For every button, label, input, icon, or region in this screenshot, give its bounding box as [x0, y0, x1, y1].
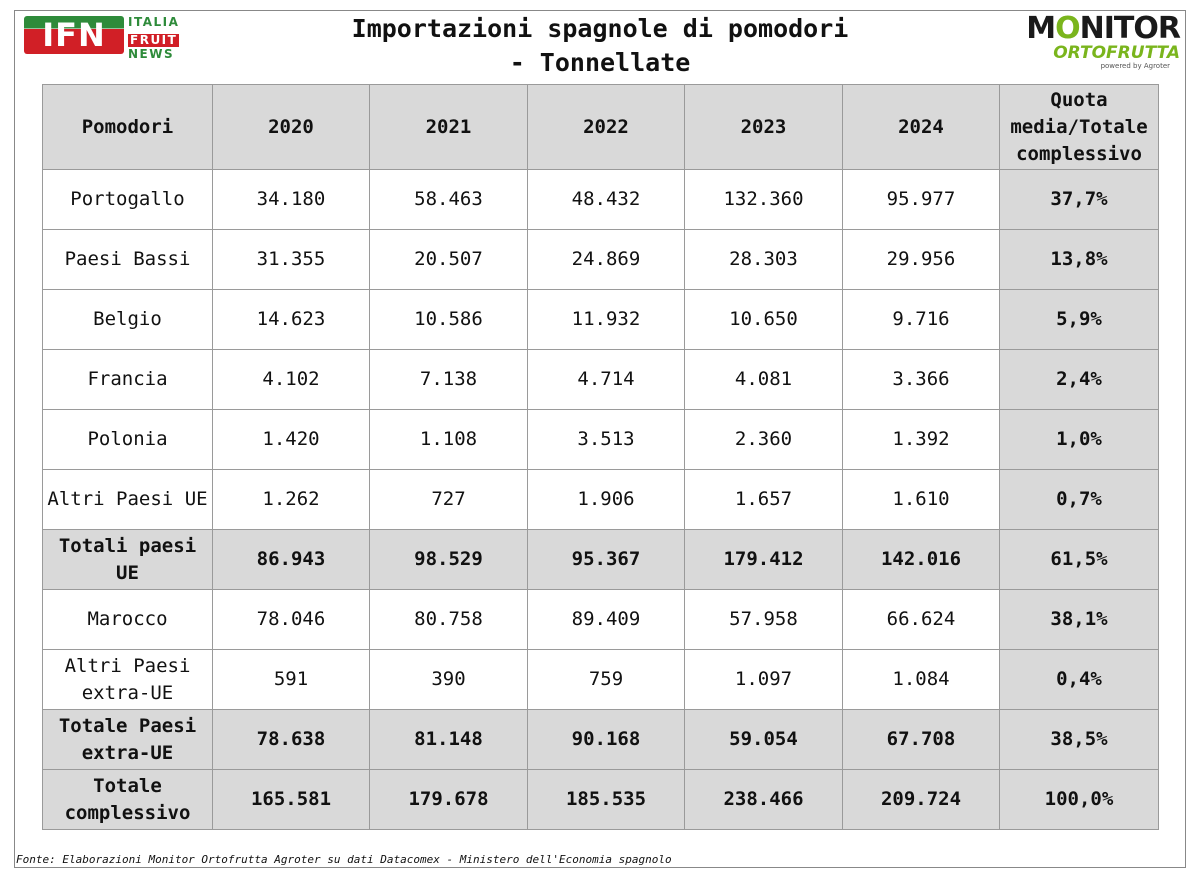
column-header: 2024 [843, 85, 1000, 170]
value-cell: 591 [213, 650, 370, 710]
value-cell: 179.678 [370, 770, 528, 830]
share-cell: 0,7% [1000, 470, 1159, 530]
row-label: Paesi Bassi [43, 230, 213, 290]
table-row [43, 290, 1159, 350]
share-cell: 1,0% [1000, 410, 1159, 470]
share-cell: 100,0% [1000, 770, 1159, 830]
title-line-2: - Tonnellate [509, 48, 691, 77]
share-cell: 38,5% [1000, 710, 1159, 770]
imports-table [42, 84, 1159, 830]
page-title [240, 12, 960, 80]
ifn-logo [24, 15, 194, 61]
value-cell: 57.958 [685, 590, 843, 650]
value-cell: 1.108 [370, 410, 528, 470]
row-label: Altri Paesi extra-UE [43, 650, 213, 710]
value-cell: 238.466 [685, 770, 843, 830]
value-cell: 1.420 [213, 410, 370, 470]
row-label: Altri Paesi UE [43, 470, 213, 530]
value-cell: 28.303 [685, 230, 843, 290]
value-cell: 3.513 [528, 410, 685, 470]
ifn-logo-text: ITALIA FRUIT NEWS [128, 15, 180, 61]
value-cell: 1.610 [843, 470, 1000, 530]
value-cell: 48.432 [528, 170, 685, 230]
column-header: 2020 [213, 85, 370, 170]
value-cell: 1.657 [685, 470, 843, 530]
value-cell: 132.360 [685, 170, 843, 230]
value-cell: 78.046 [213, 590, 370, 650]
row-label: Marocco [43, 590, 213, 650]
value-cell: 67.708 [843, 710, 1000, 770]
share-cell: 37,7% [1000, 170, 1159, 230]
value-cell: 66.624 [843, 590, 1000, 650]
column-header: Quota media/Totale complessivo [1000, 85, 1159, 170]
table-row [43, 410, 1159, 470]
table-total-row [43, 530, 1159, 590]
table-row [43, 230, 1159, 290]
value-cell: 11.932 [528, 290, 685, 350]
ifn-logo-mark: IFN [24, 16, 124, 54]
value-cell: 58.463 [370, 170, 528, 230]
value-cell: 4.714 [528, 350, 685, 410]
value-cell: 3.366 [843, 350, 1000, 410]
value-cell: 1.262 [213, 470, 370, 530]
value-cell: 78.638 [213, 710, 370, 770]
value-cell: 9.716 [843, 290, 1000, 350]
column-header: 2021 [370, 85, 528, 170]
value-cell: 179.412 [685, 530, 843, 590]
value-cell: 185.535 [528, 770, 685, 830]
value-cell: 2.360 [685, 410, 843, 470]
share-cell: 5,9% [1000, 290, 1159, 350]
table-row [43, 170, 1159, 230]
value-cell: 24.869 [528, 230, 685, 290]
row-label: Polonia [43, 410, 213, 470]
value-cell: 165.581 [213, 770, 370, 830]
table-row [43, 650, 1159, 710]
value-cell: 209.724 [843, 770, 1000, 830]
share-cell: 38,1% [1000, 590, 1159, 650]
row-label: Totale Paesi extra-UE [43, 710, 213, 770]
table-row [43, 350, 1159, 410]
value-cell: 95.367 [528, 530, 685, 590]
share-cell: 13,8% [1000, 230, 1159, 290]
value-cell: 34.180 [213, 170, 370, 230]
value-cell: 1.084 [843, 650, 1000, 710]
row-label: Francia [43, 350, 213, 410]
table-body [43, 170, 1159, 830]
table-total-row [43, 770, 1159, 830]
share-cell: 61,5% [1000, 530, 1159, 590]
value-cell: 80.758 [370, 590, 528, 650]
row-label: Totale complessivo [43, 770, 213, 830]
value-cell: 29.956 [843, 230, 1000, 290]
column-header: Pomodori [43, 85, 213, 170]
value-cell: 1.392 [843, 410, 1000, 470]
value-cell: 1.906 [528, 470, 685, 530]
value-cell: 1.097 [685, 650, 843, 710]
share-cell: 2,4% [1000, 350, 1159, 410]
value-cell: 31.355 [213, 230, 370, 290]
value-cell: 20.507 [370, 230, 528, 290]
table-header-row [43, 85, 1159, 170]
row-label: Portogallo [43, 170, 213, 230]
table-row [43, 590, 1159, 650]
value-cell: 4.081 [685, 350, 843, 410]
value-cell: 86.943 [213, 530, 370, 590]
value-cell: 98.529 [370, 530, 528, 590]
table-total-row [43, 710, 1159, 770]
value-cell: 89.409 [528, 590, 685, 650]
value-cell: 59.054 [685, 710, 843, 770]
value-cell: 90.168 [528, 710, 685, 770]
column-header: 2023 [685, 85, 843, 170]
value-cell: 759 [528, 650, 685, 710]
value-cell: 10.650 [685, 290, 843, 350]
title-line-1: Importazioni spagnole di pomodori [351, 14, 849, 43]
value-cell: 81.148 [370, 710, 528, 770]
column-header: 2022 [528, 85, 685, 170]
value-cell: 142.016 [843, 530, 1000, 590]
monitor-ortofrutta-logo: MONITOR ORTOFRUTTA powered by Agroter [1026, 11, 1180, 70]
value-cell: 10.586 [370, 290, 528, 350]
table-row [43, 470, 1159, 530]
value-cell: 7.138 [370, 350, 528, 410]
value-cell: 4.102 [213, 350, 370, 410]
row-label: Belgio [43, 290, 213, 350]
value-cell: 14.623 [213, 290, 370, 350]
value-cell: 95.977 [843, 170, 1000, 230]
value-cell: 727 [370, 470, 528, 530]
row-label: Totali paesi UE [43, 530, 213, 590]
share-cell: 0,4% [1000, 650, 1159, 710]
value-cell: 390 [370, 650, 528, 710]
source-note: Fonte: Elaborazioni Monitor Ortofrutta Agroter su dati Datacomex - Ministero dell'Economia spagnolo [16, 853, 672, 866]
